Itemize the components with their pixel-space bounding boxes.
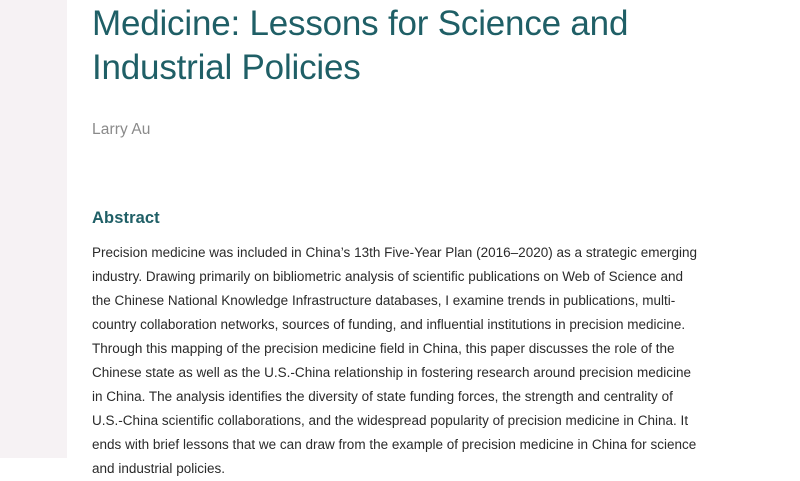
left-margin-rail: [0, 0, 67, 458]
article-content: [92, 0, 704, 481]
page-title: Medicine: Lessons for Science and Industrial Policies: [92, 4, 629, 88]
abstract-text: Precision medicine was included in China’s 13th Five-Year Plan (2016–2020) as a strategic emerging industry. Drawing primarily on bibliometric analysis of scientific publications on Web of Science and the Chinese National Knowledge Infrastructure databases, I examine trends in publications, multi-country collaboration networks, sources of funding, and influential institutions in precision medicine. Through this mapping of the precision medicine field in China, this paper discusses the role of the Chinese state as well as the U.S.-China relationship in fostering research around precision medicine in China. The analysis identifies the diversity of state funding forces, the strength and centrality of U.S.-China scientific collaborations, and the widespread popularity of precision medicine in China. It ends with brief lessons that we can draw from the example of precision medicine in China for science and industrial policies.: [92, 244, 698, 477]
abstract-heading: Abstract: [92, 208, 160, 227]
author-name: Larry Au: [92, 120, 151, 138]
